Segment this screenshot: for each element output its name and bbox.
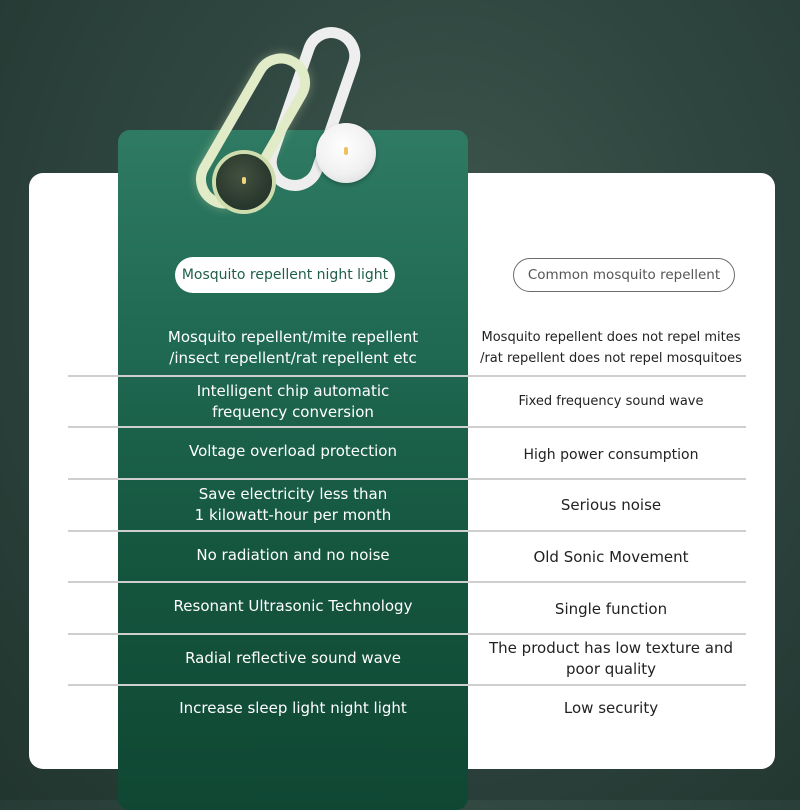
header-product-label: Mosquito repellent night light xyxy=(175,257,395,293)
row-3-common-feature xyxy=(470,430,752,480)
row-7-common-feature xyxy=(470,633,752,684)
row-6-product-feature xyxy=(118,581,468,631)
row-6-product-line-1: Resonant Ultrasonic Technology xyxy=(173,596,413,615)
row-4-common-line-1: Serious noise xyxy=(560,495,662,514)
row-2-common-feature xyxy=(470,377,752,426)
row-5-common-line-1: Old Sonic Movement xyxy=(533,548,689,566)
header-common-label: Common mosquito repellent xyxy=(513,258,735,292)
row-8-common-line-1: Low security xyxy=(563,698,659,717)
row-8-product-line-1: Increase sleep light night light xyxy=(179,698,407,717)
row-1-common-line-2: /rat repellent does not repel mosquitoes xyxy=(480,350,742,366)
device-front-indicator xyxy=(242,177,246,184)
row-1-common-feature xyxy=(470,320,752,375)
row-1-product-line-1: Mosquito repellent/mite repellent xyxy=(167,327,419,346)
row-1-product-line-2: /insect repellent/rat repellent etc xyxy=(169,348,417,367)
row-2-product-line-1: Intelligent chip automatic xyxy=(196,381,390,400)
row-3-common-line-1: High power consumption xyxy=(523,446,699,463)
row-6-common-feature xyxy=(470,584,752,634)
row-7-product-line-1: Radial reflective sound wave xyxy=(185,649,401,667)
row-5-common-feature xyxy=(470,532,752,583)
row-6-common-line-1: Single function xyxy=(554,599,668,618)
row-2-product-line-2: frequency conversion xyxy=(212,402,374,421)
row-3-product-feature xyxy=(118,426,468,476)
row-7-common-line-1: The product has low texture and xyxy=(489,638,733,657)
row-2-common-line-1: Fixed frequency sound wave xyxy=(518,394,704,409)
row-4-common-feature xyxy=(470,480,752,530)
row-8-common-feature xyxy=(470,686,752,730)
row-3-product-line-1: Voltage overload protection xyxy=(189,441,397,460)
row-1-product-feature xyxy=(118,320,468,375)
row-4-product-line-2: 1 kilowatt-hour per month xyxy=(194,506,392,524)
row-4-product-feature xyxy=(118,480,468,530)
row-1-common-line-1: Mosquito repellent does not repel mites xyxy=(481,329,741,345)
row-7-product-feature xyxy=(118,633,468,684)
product-image xyxy=(190,10,410,230)
device-back-indicator xyxy=(344,147,348,155)
row-7-common-line-2: poor quality xyxy=(565,659,657,678)
row-5-product-line-1: No radiation and no noise xyxy=(196,546,390,564)
row-8-product-feature xyxy=(118,686,468,730)
row-2-product-feature xyxy=(118,377,468,426)
row-5-product-feature xyxy=(118,530,468,581)
row-4-product-line-1: Save electricity less than xyxy=(198,485,388,503)
